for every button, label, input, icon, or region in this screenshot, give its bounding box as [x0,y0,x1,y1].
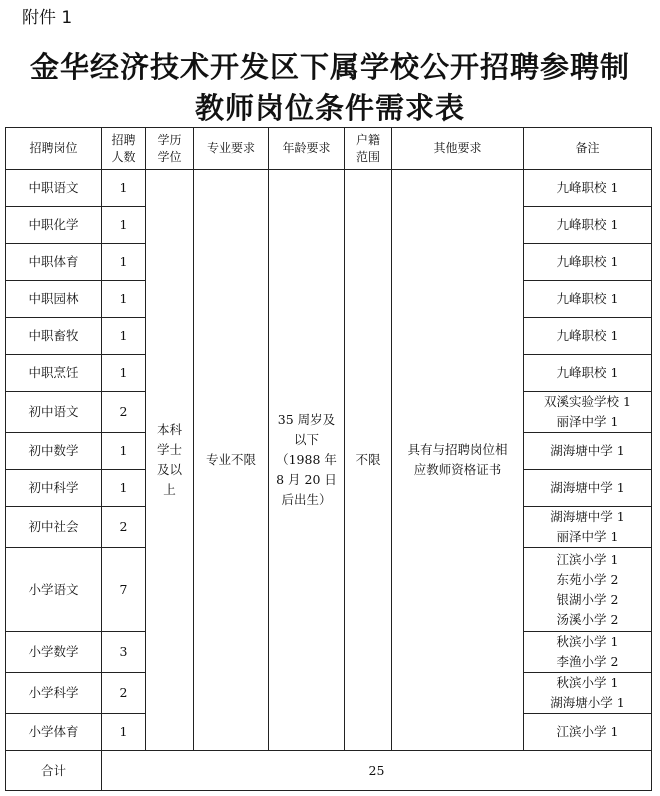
count-cell: 1 [102,244,146,281]
header-position: 招聘岗位 [6,128,102,170]
count-cell: 1 [102,355,146,392]
remark-cell [524,548,652,632]
remark-cell [524,714,652,751]
remark-line: 九峰职校 1 [556,254,619,269]
count-cell: 1 [102,318,146,355]
position-cell: 中职畜牧 [6,318,102,355]
position-cell: 初中数学 [6,433,102,470]
position-cell: 中职园林 [6,281,102,318]
major-cell: 专业不限 [194,170,269,751]
remark-cell [524,673,652,714]
recruitment-table [5,127,652,791]
header-row [6,128,652,170]
remark-line: 九峰职校 1 [556,328,619,343]
remark-line: 李渔小学 2 [556,654,619,669]
count-cell: 1 [102,170,146,207]
remark-cell [524,632,652,673]
position-cell: 中职化学 [6,207,102,244]
count-cell: 2 [102,673,146,714]
header-education: 学历 学位 [146,128,194,170]
remark-line: 九峰职校 1 [556,291,619,306]
remark-line: 汤溪小学 2 [556,611,619,627]
position-cell: 小学数学 [6,632,102,673]
age-cell: 35 周岁及 以下 （1988 年 8 月 20 日 后出生） [269,170,345,751]
header-age: 年龄要求 [269,128,345,170]
position-cell: 中职语文 [6,170,102,207]
count-cell: 2 [102,507,146,548]
header-other: 其他要求 [392,128,524,170]
position-cell: 初中科学 [6,470,102,507]
count-cell: 1 [102,281,146,318]
remark-line: 九峰职校 1 [556,365,619,380]
total-row [6,751,652,791]
position-cell: 小学语文 [6,548,102,632]
total-value: 25 [102,751,652,791]
count-cell: 7 [102,548,146,632]
count-cell: 1 [102,470,146,507]
remark-line: 秋滨小学 1 [556,634,619,649]
remark-line: 九峰职校 1 [556,217,619,232]
table-row [6,170,652,207]
remark-cell [524,355,652,392]
remark-cell [524,392,652,433]
remark-cell [524,281,652,318]
position-cell: 小学科学 [6,673,102,714]
remark-line: 江滨小学 1 [556,724,619,739]
count-cell: 2 [102,392,146,433]
education-cell: 本科 学士 及以 上 [146,170,194,751]
count-cell: 1 [102,207,146,244]
remark-line: 双溪实验学校 1 [544,394,631,409]
position-cell: 初中社会 [6,507,102,548]
count-cell: 1 [102,433,146,470]
remark-cell [524,170,652,207]
remark-cell [524,207,652,244]
remark-cell [524,244,652,281]
position-cell: 初中语文 [6,392,102,433]
remark-line: 银湖小学 2 [556,591,619,607]
remark-line: 湖海塘中学 1 [550,480,625,495]
attachment-label: 附件 1 [22,8,73,28]
remark-line: 九峰职校 1 [556,180,619,195]
remark-cell [524,470,652,507]
remark-line: 江滨小学 1 [556,551,619,567]
other-requirements-cell: 具有与招聘岗位相 应教师资格证书 [392,170,524,751]
remark-line: 秋滨小学 1 [556,675,619,690]
header-count: 招聘 人数 [102,128,146,170]
remark-line: 湖海塘中学 1 [550,443,625,458]
hukou-cell: 不限 [345,170,392,751]
remark-cell [524,507,652,548]
remark-line: 湖海塘小学 1 [550,695,625,710]
remark-line: 丽泽中学 1 [556,529,619,544]
position-cell: 小学体育 [6,714,102,751]
total-label: 合计 [6,751,102,791]
position-cell: 中职体育 [6,244,102,281]
page-title-line1: 金华经济技术开发区下属学校公开招聘参聘制 [29,50,630,84]
position-cell: 中职烹饪 [6,355,102,392]
remark-line: 湖海塘中学 1 [550,509,625,524]
remark-line: 东苑小学 2 [556,571,619,587]
remark-cell [524,433,652,470]
count-cell: 3 [102,632,146,673]
count-cell: 1 [102,714,146,751]
remark-line: 丽泽中学 1 [556,414,619,429]
header-remark: 备注 [524,128,652,170]
remark-cell [524,318,652,355]
page-title-line2: 教师岗位条件需求表 [194,91,465,125]
header-major: 专业要求 [194,128,269,170]
header-hukou: 户籍 范围 [345,128,392,170]
